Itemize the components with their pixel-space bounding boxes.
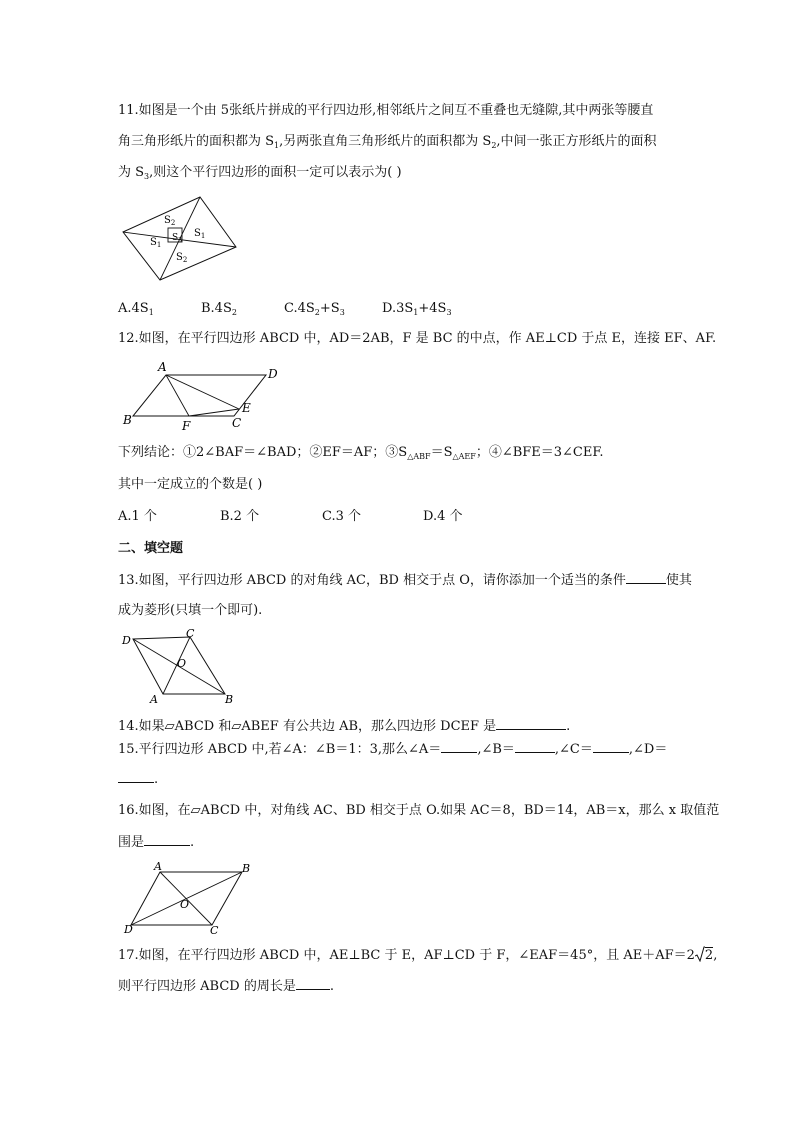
q11-option-a: $A.4S_1$ <box>118 301 154 317</box>
q11-label-s2-top: $S_2$ <box>164 215 176 227</box>
q12-line1: 12.如图，在平行四边形 ABCD 中，AD＝2AB，F 是 BC 的中点，作 AE⊥CD 于点 E，连接 EF、AF. <box>118 331 717 346</box>
q16-figure <box>118 860 260 936</box>
q11-figure <box>118 192 243 287</box>
q13-label-o: O <box>177 657 187 670</box>
q16-label-a: A <box>154 860 162 873</box>
q16-label-c: C <box>210 924 219 936</box>
q12-label-d: D <box>268 367 278 381</box>
section-fill-in-blank: 二、填空题 <box>118 541 184 556</box>
q12-question: 其中一定成立的个数是( ) <box>118 477 263 492</box>
q12-option-c: C.3 个 <box>322 509 362 524</box>
q15-blank-a[interactable] <box>441 740 477 753</box>
q11-options <box>118 300 452 322</box>
q11-option-c: $C.4S_2+S_3$ <box>284 301 345 317</box>
q12-figure <box>118 358 288 433</box>
q12-options <box>118 508 463 526</box>
q11-label-s2-bottom: $S_2$ <box>176 252 188 264</box>
q15-line1: 15.平行四边形 ABCD 中,若∠A：∠B＝1：3,那么∠A＝ ,∠B＝ ,∠C＝ ,∠D＝ <box>118 742 668 757</box>
q12-label-f: F <box>182 419 191 433</box>
q12-label-c: C <box>232 416 242 430</box>
q12-conclusions: 下列结论：①2∠BAF＝∠BAD；②EF＝AF；$③S_{\triangle ABF}=S_{\triangle AEF}$；④∠BFE＝3∠CEF. <box>118 445 604 461</box>
q17-line1: 17.如图，在平行四边形 ABCD 中，AE⊥BC 于 E，AF⊥CD 于 F，∠EAF＝45°，且 AE＋AF＝2 2, <box>118 948 718 963</box>
q15-line2: . <box>118 770 158 789</box>
q16-label-d: D <box>124 923 133 936</box>
q17-answer-blank[interactable] <box>296 977 330 990</box>
q16-label-b: B <box>242 862 251 875</box>
q12-option-a: A.1 个 <box>118 509 157 524</box>
q11-option-b: $B.4S_2$ <box>201 301 237 317</box>
q14-answer-blank[interactable] <box>496 717 566 730</box>
sqrt-symbol <box>695 946 705 962</box>
q11-label-s1-right: $S_1$ <box>194 228 206 240</box>
q13-label-d: D <box>122 634 131 647</box>
q12-label-a: A <box>158 360 167 374</box>
q11-label-s1-left: $S_1$ <box>150 237 162 249</box>
q11-line1: 11.如图是一个由 5张纸片拼成的平行四边形,相邻纸片之间互不重叠也无缝隙,其中两张等腰直 <box>118 103 654 118</box>
q11-label-s3: $S_3$ <box>172 233 182 244</box>
q15-blank-b[interactable] <box>515 740 555 753</box>
q13-label-b: B <box>225 693 234 706</box>
q11-option-d: $D.3S_1+4S_3$ <box>382 301 452 317</box>
q12-option-b: B.2 个 <box>220 509 260 524</box>
q13-figure <box>118 627 240 707</box>
q11-line3: 为 $S_3$,则这个平行四边形的面积一定可以表示为( ) <box>118 165 402 181</box>
q15-blank-d[interactable] <box>118 770 154 783</box>
q12-label-b: B <box>123 413 132 427</box>
q13-label-c: C <box>186 627 195 640</box>
q16-label-o: O <box>180 898 190 911</box>
q13-line2: 成为菱形(只填一个即可). <box>118 603 263 618</box>
q15-blank-c[interactable] <box>593 740 629 753</box>
q17-line2: 则平行四边形 ABCD 的周长是 . <box>118 979 334 994</box>
q13-label-a: A <box>150 693 158 706</box>
q16-line2: 围是 . <box>118 835 195 850</box>
q14-line: 14.如果▱ABCD 和▱ABEF 有公共边 AB，那么四边形 DCEF 是 . <box>118 719 571 734</box>
q11-line2: 角三角形纸片的面积都为 $S_1$,另两张直角三角形纸片的面积都为 $S_2$,中间一张正方形纸片的面积 <box>118 134 657 150</box>
q12-option-d: D.4 个 <box>423 509 463 524</box>
q12-label-e: E <box>242 401 251 415</box>
q13-line1: 13.如图，平行四边形 ABCD 的对角线 AC，BD 相交于点 O，请你添加一个适当的条件 使其 <box>118 573 692 588</box>
q13-answer-blank[interactable] <box>626 571 666 584</box>
q16-line1: 16.如图，在▱ABCD 中，对角线 AC、BD 相交于点 O.如果 AC＝8，BD＝14，AB＝x，那么 x 取值范 <box>118 803 720 818</box>
sqrt-radicand: 2 <box>704 948 714 963</box>
q16-answer-blank[interactable] <box>144 833 190 846</box>
